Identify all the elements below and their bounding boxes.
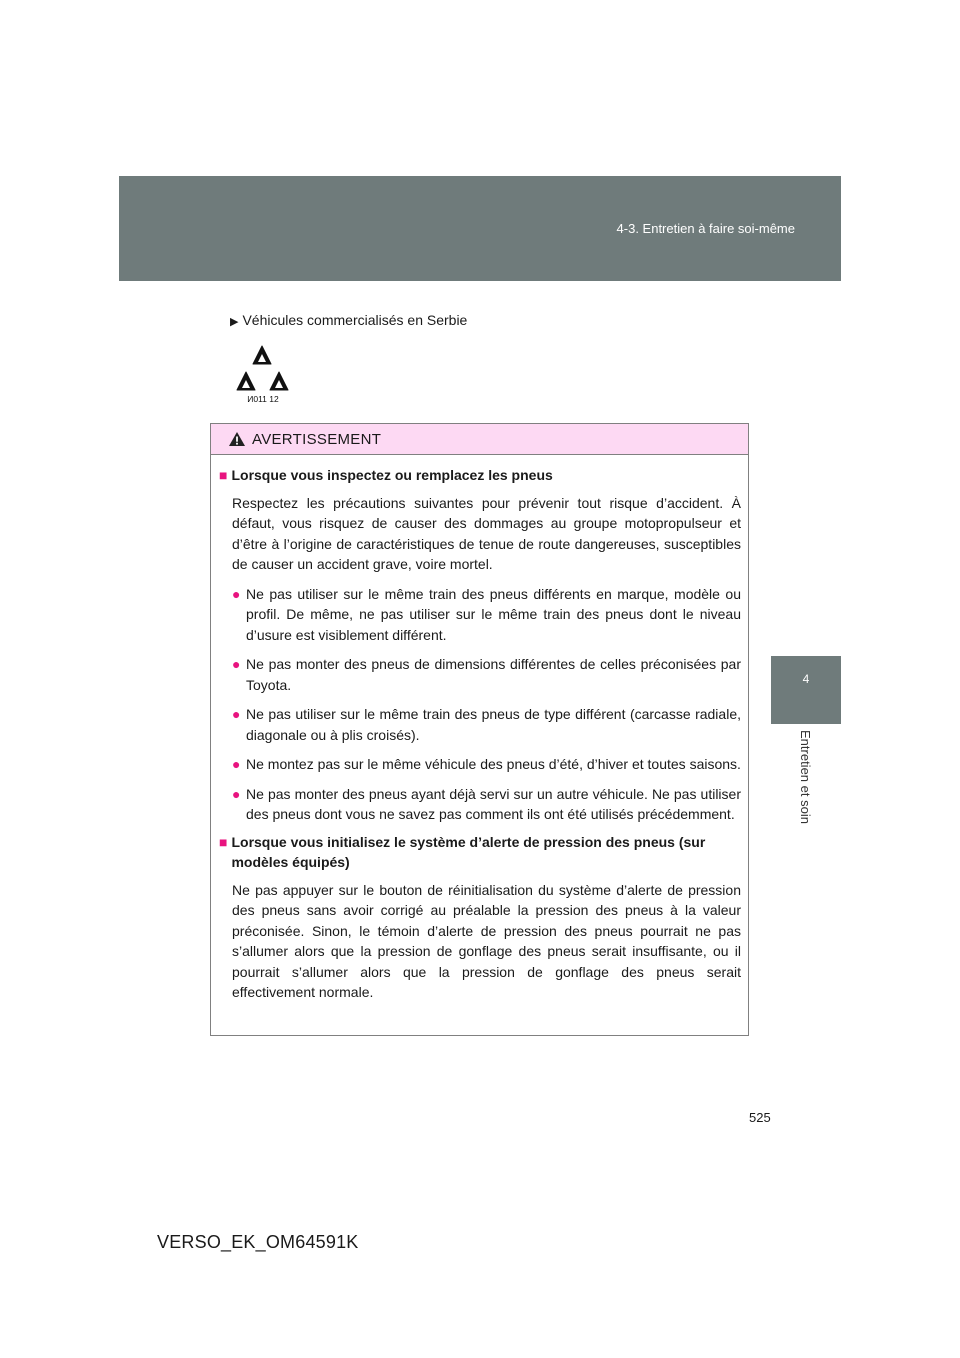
page-number: 525 (749, 1110, 771, 1125)
list-item-text: Ne pas monter des pneus ayant déjà servi sur un autre véhicule. Ne pas utiliser des pneus dont vous ne savez pas comment ils ont été utilisés précédemment. (246, 785, 741, 822)
section-heading-tpws (219, 832, 741, 873)
square-bullet-icon: ■ (219, 467, 228, 483)
approval-emblem (234, 340, 294, 409)
list-item (232, 754, 741, 775)
circle-bullet-icon: ● (232, 585, 241, 602)
header-band (119, 176, 841, 281)
list-item (232, 584, 741, 646)
list-item-text: Ne pas utiliser sur le même train des pneus différents en marque, modèle ou profil. De même, ne pas utiliser sur le même train des pneus dont le niveau d’usure est visiblement différent. (246, 585, 741, 643)
approval-triangles-icon (234, 340, 294, 404)
warning-triangle-icon (228, 431, 246, 447)
square-bullet-icon: ■ (219, 833, 228, 850)
warning-title: AVERTISSEMENT (252, 430, 382, 448)
circle-bullet-icon: ● (232, 756, 241, 772)
intro-bullet-text: Véhicules commercialisés en Serbie (242, 312, 468, 328)
list-item-text: Ne pas monter des pneus de dimensions différentes de celles préconisées par Toyota. (246, 656, 741, 693)
warning-body (211, 455, 748, 1003)
section-heading-tires (219, 465, 741, 486)
triangle-right-icon: ▶ (230, 316, 239, 328)
circle-bullet-icon: ● (232, 706, 241, 722)
list-item (232, 654, 741, 695)
section-heading-text: Lorsque vous inspectez ou remplacez les pneus (231, 467, 553, 483)
chapter-tab-number (771, 656, 841, 724)
emblem-label: И011 12 (247, 394, 279, 404)
circle-bullet-icon: ● (232, 656, 241, 672)
warning-header (211, 424, 748, 455)
list-item (232, 784, 741, 825)
document-code: VERSO_EK_OM64591K (157, 1232, 359, 1252)
section-paragraph: Respectez les précautions suivantes pour prévenir tout risque d’accident. À défaut, vous risquez de causer des dommages au groupe motopropulseur et d’être à l’origine de caractéristiques de tenue de route dangereuses, susceptibles de causer un accident grave, voire mortel. (232, 494, 741, 572)
intro-bullet (230, 312, 467, 328)
circle-bullet-icon: ● (232, 785, 241, 802)
section-heading-text: Lorsque vous initialisez le système d’alerte de pression des pneus (sur modèles équipés) (231, 833, 706, 870)
list-item (232, 704, 741, 745)
section-paragraph: Ne pas appuyer sur le bouton de réinitialisation du système d’alerte de pression des pneus sans avoir corrigé au préalable la pression des pneus à la valeur préconisée. Sinon, le témoin d’alerte de pression des pneus pourrait ne pas s’allumer alors que la pression de gonflage des pneus serait insuffisante, ou il pourrait s’allumer alors que la pression de gonflage des pneus serait effectivement normale. (232, 881, 741, 1000)
chapter-number: 4 (802, 672, 810, 686)
chapter-tab (771, 724, 841, 894)
list-item-text: Ne montez pas sur le même véhicule des pneus d’été, d’hiver et toutes saisons. (246, 756, 741, 772)
list-item-text: Ne pas utiliser sur le même train des pneus de type différent (carcasse radiale, diagonale ou à plis croisés). (246, 706, 741, 743)
chapter-tab-label: Entretien et soin (798, 730, 813, 824)
warning-box (210, 423, 749, 1036)
section-header-title: 4-3. Entretien à faire soi-même (616, 221, 795, 236)
